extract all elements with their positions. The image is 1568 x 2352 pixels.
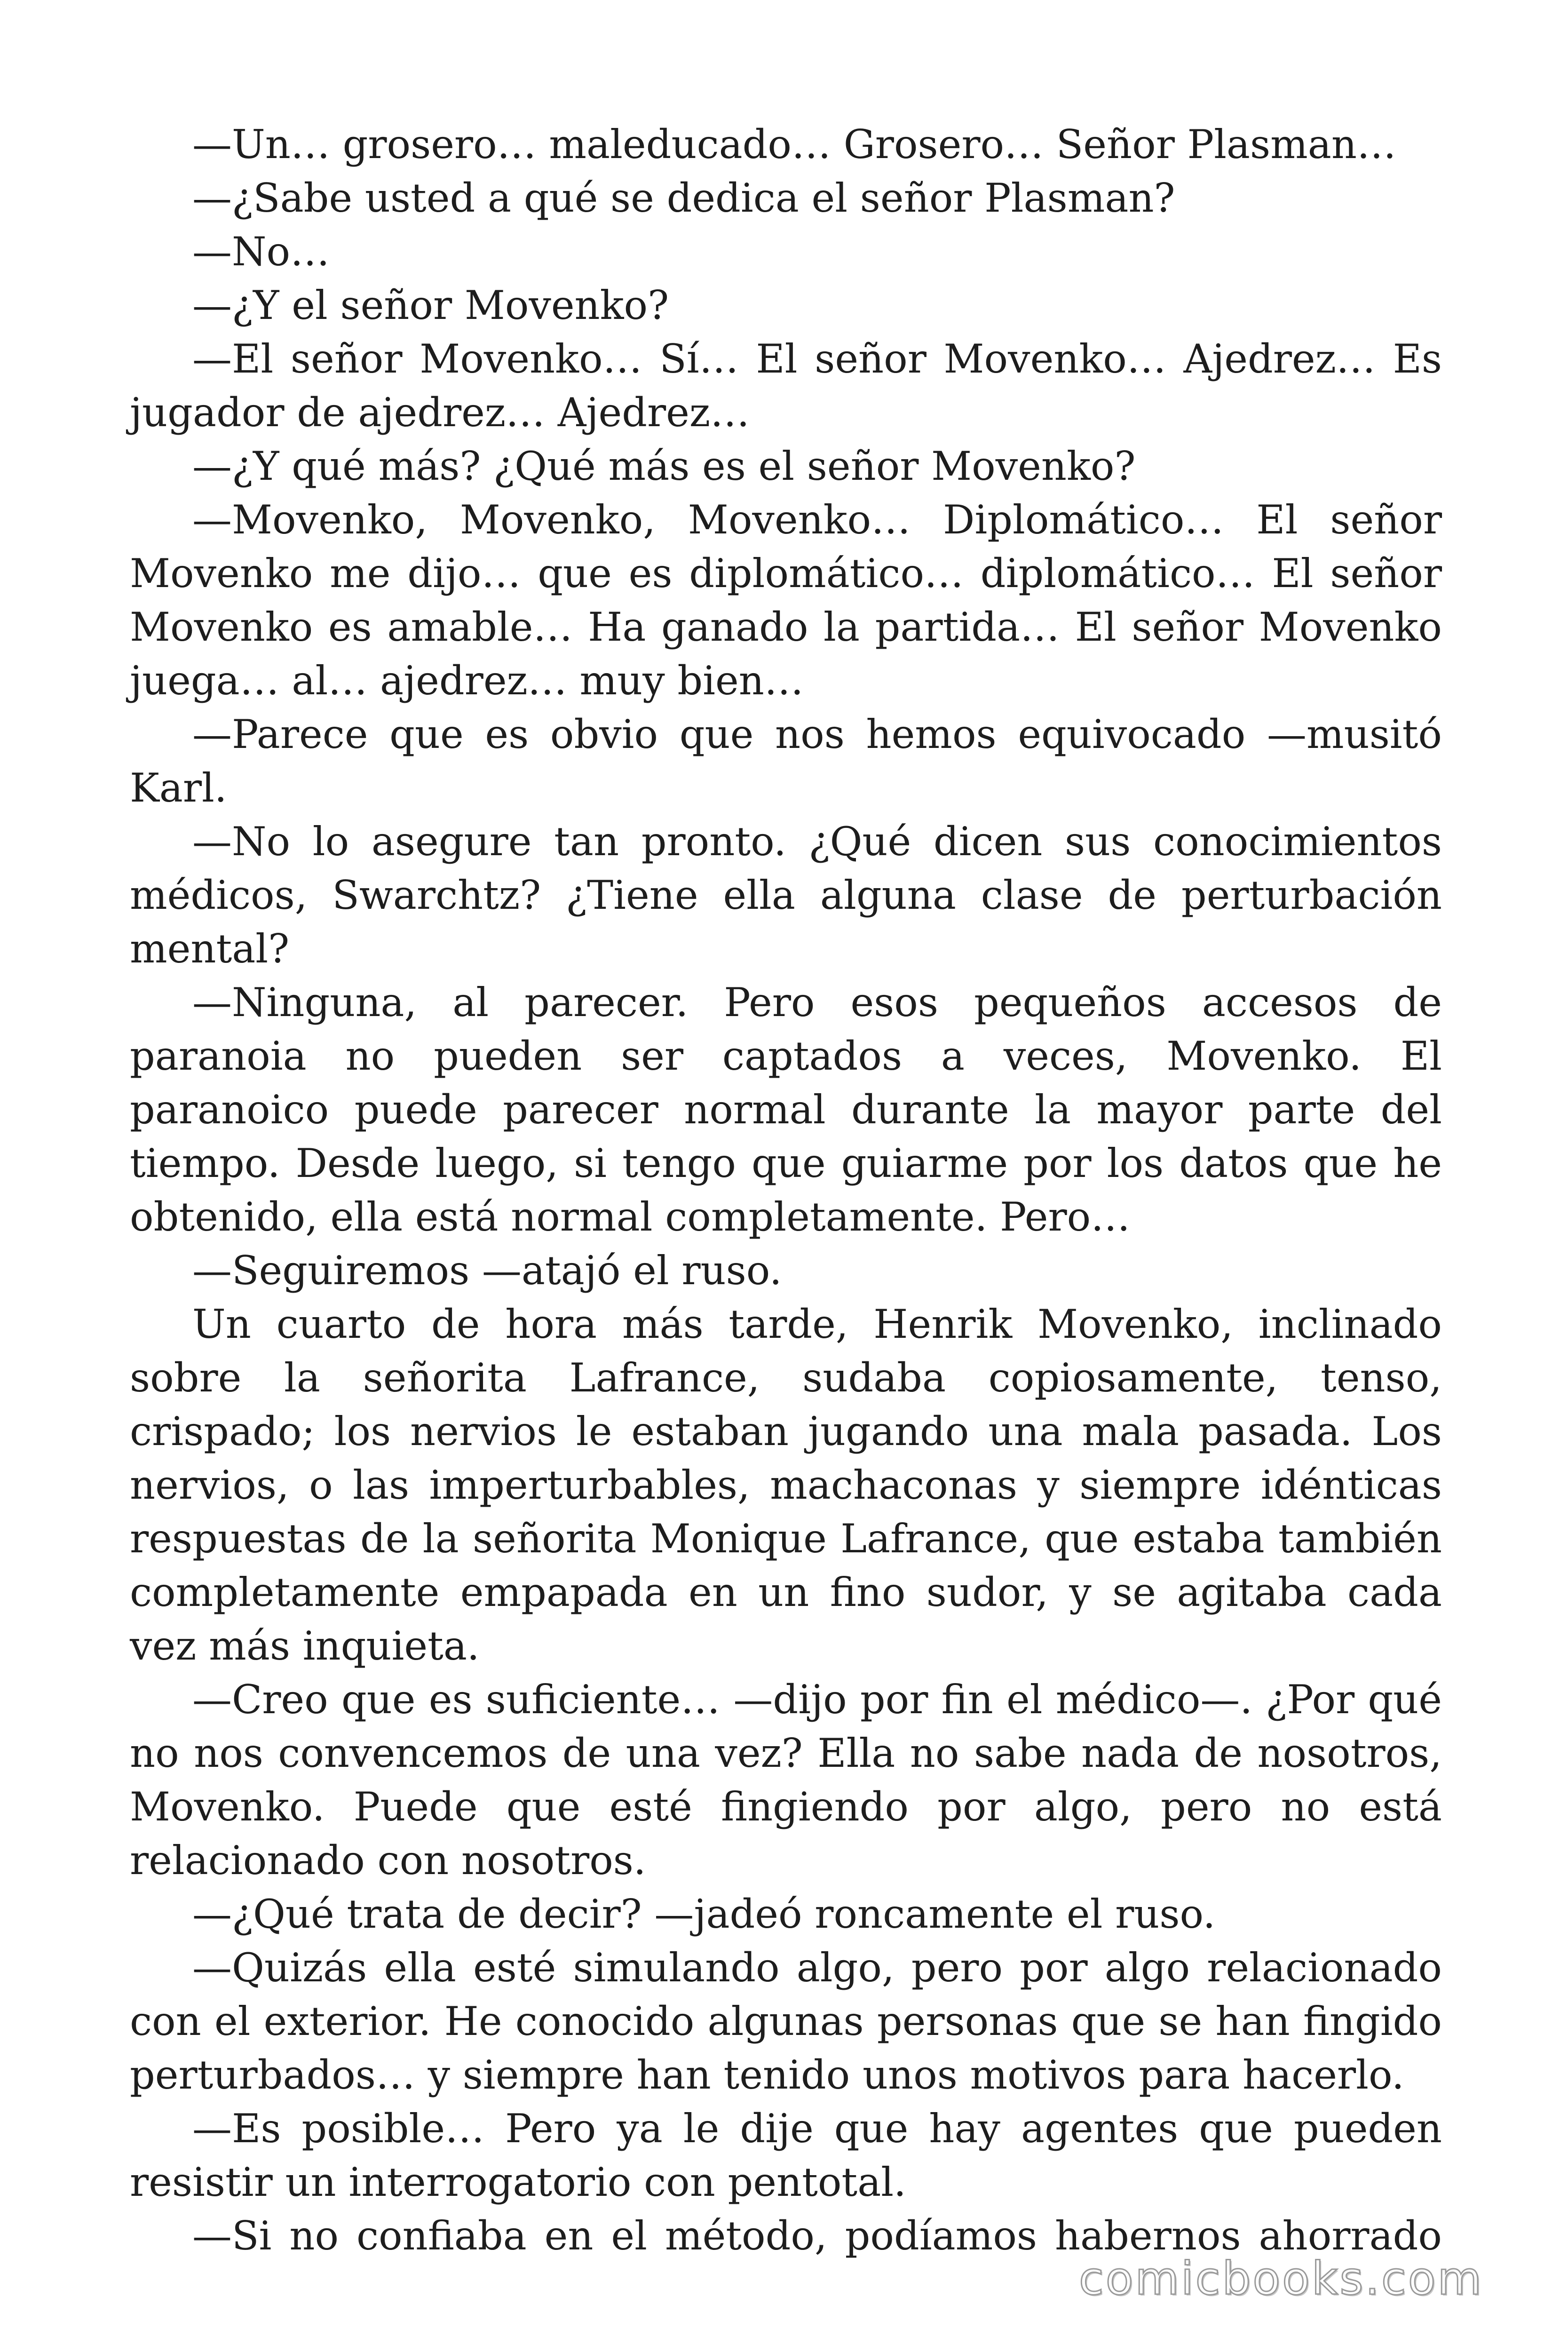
paragraph: —Movenko, Movenko, Movenko… Diplomático… El señor Movenko me dijo… que es diplomático… diplomático… El señor Movenko es amable… Ha ganado la partida… El señor Movenko juega… al… ajedrez… muy bien… (130, 497, 1442, 704)
paragraph: —Quizás ella esté simulando algo, pero por algo relacionado con el exterior. He conocido algunas personas que se han fingido perturbados… y siempre han tenido unos motivos para hacerlo. (130, 1945, 1442, 2098)
watermark: comicbooks.com (1078, 2252, 1483, 2305)
paragraph: —Es posible… Pero ya le dije que hay agentes que pueden resistir un interrogatorio con pentotal. (130, 2106, 1442, 2205)
paragraph: —No lo asegure tan pronto. ¿Qué dicen sus conocimientos médicos, Swarchtz? ¿Tiene ella alguna clase de perturbación mental? (130, 818, 1442, 972)
paragraph: —Un… grosero… maleducado… Grosero… Señor Plasman… (192, 121, 1396, 167)
paragraph: Un cuarto de hora más tarde, Henrik Movenko, inclinado sobre la señorita Lafrance, sudaba copiosamente, tenso, crispado; los nervios le estaban jugando una mala pasada. Los nervios, o las imperturbables, machaconas y siempre idénticas respuestas de la señorita Monique Lafrance, que estaba también completamente empapada en un fino sudor, y se agitaba cada vez más inquieta. (130, 1301, 1442, 1669)
paragraph: —Parece que es obvio que nos hemos equivocado —musitó Karl. (130, 711, 1442, 811)
paragraph: —Seguiremos —atajó el ruso. (192, 1248, 782, 1294)
paragraph: —Ninguna, al parecer. Pero esos pequeños accesos de paranoia no pueden ser captados a veces, Movenko. El paranoico puede parecer normal durante la mayor parte del tiempo. Desde luego, si tengo que guiarme por los datos que he obtenido, ella está normal completamente. Pero… (130, 979, 1442, 1240)
paragraph: —¿Qué trata de decir? —jadeó roncamente el ruso. (192, 1891, 1216, 1937)
paragraph: —Si no confiaba en el método, podíamos habernos ahorrado (192, 2213, 1442, 2259)
paragraph: —¿Sabe usted a qué se dedica el señor Plasman? (192, 175, 1175, 221)
page-text (130, 118, 1442, 2263)
paragraph: —Creo que es suficiente… —dijo por fin el médico—. ¿Por qué no nos convencemos de una vez? Ella no sabe nada de nosotros, Movenko. Puede que esté fingiendo por algo, pero no está relacionado con nosotros. (130, 1677, 1442, 1883)
paragraph: —¿Y qué más? ¿Qué más es el señor Movenko? (192, 443, 1136, 489)
paragraph: —No… (192, 229, 330, 275)
paragraph: —¿Y el señor Movenko? (192, 282, 669, 328)
paragraph: —El señor Movenko… Sí… El señor Movenko… Ajedrez… Es jugador de ajedrez… Ajedrez… (130, 336, 1442, 436)
